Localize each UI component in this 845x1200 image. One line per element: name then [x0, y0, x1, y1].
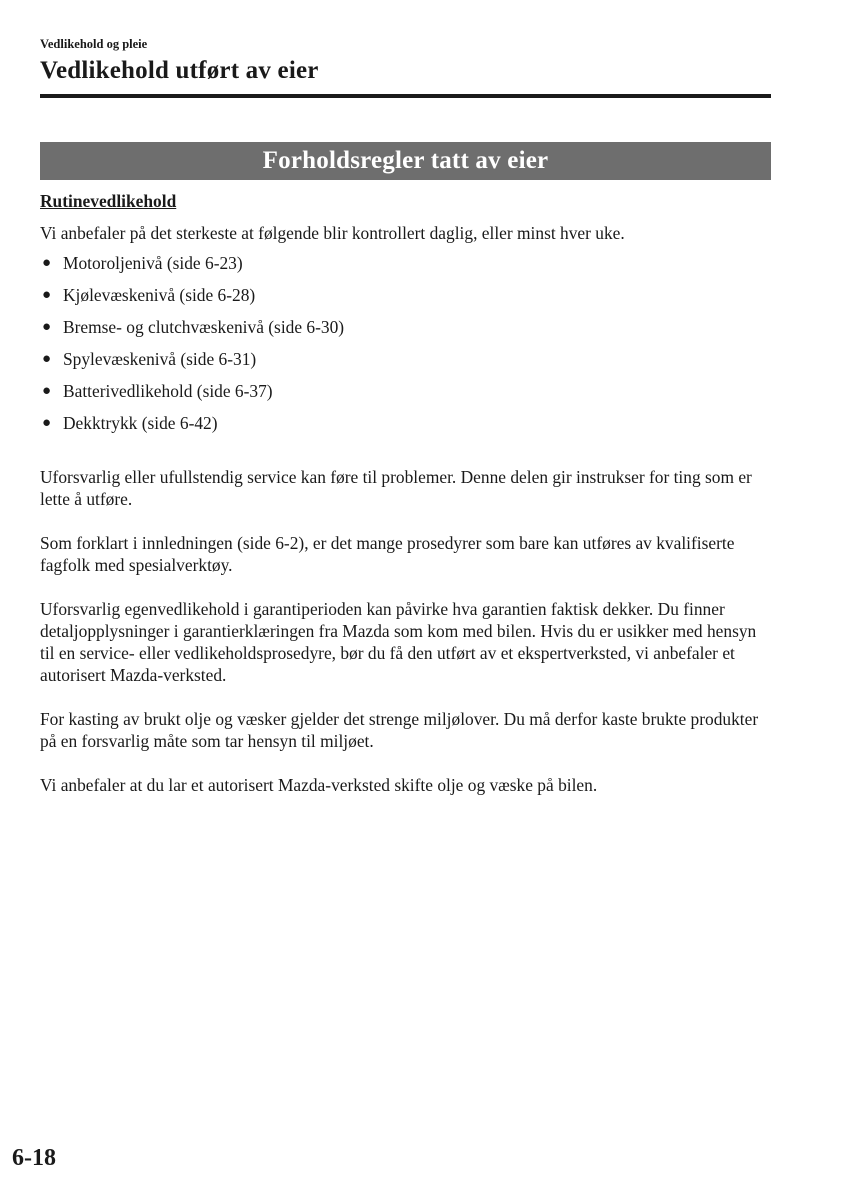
page-title: Vedlikehold utført av eier — [40, 57, 319, 84]
list-item — [40, 380, 775, 412]
list-item-text: Spylevæskenivå (side 6-31) — [63, 349, 257, 369]
bullet-icon: ● — [42, 255, 52, 271]
list-item-text: Motoroljenivå (side 6-23) — [63, 253, 243, 273]
list-item-text: Kjølevæskenivå (side 6-28) — [63, 285, 256, 305]
paragraph: Som forklart i innledningen (side 6-2), er det mange prosedyrer som bare kan utføres av kvalifiserte fagfolk med spesialverktøy. — [40, 533, 735, 575]
title-divider — [40, 94, 771, 98]
intro-paragraph: Vi anbefaler på det sterkeste at følgende blir kontrollert daglig, eller minst hver uke. — [40, 223, 625, 243]
list-item-text: Bremse- og clutchvæskenivå (side 6-30) — [63, 317, 345, 337]
bullet-icon: ● — [42, 415, 52, 431]
checklist — [40, 252, 775, 444]
bullet-icon: ● — [42, 383, 52, 399]
bullet-icon: ● — [42, 287, 52, 303]
bullet-icon: ● — [42, 351, 52, 367]
page-number: 6-18 — [12, 1145, 56, 1171]
list-item-text: Batterivedlikehold (side 6-37) — [63, 381, 273, 401]
main-content — [40, 190, 775, 818]
breadcrumb: Vedlikehold og pleie — [40, 37, 148, 51]
bullet-icon: ● — [42, 319, 52, 335]
paragraph: Uforsvarlig egenvedlikehold i garantiperioden kan påvirke hva garantien faktisk dekker. Du finner detaljopplysninger i garantierklæringen fra Mazda som kom med bilen. Hvis du er usikker med hensyn til en service- eller vedlikeholdsprosedyre, bør du få den utført av et ekspertverksted, vi anbefaler et autorisert Mazda-verksted. — [40, 599, 757, 685]
paragraph: Uforsvarlig eller ufullstendig service kan føre til problemer. Denne delen gir instrukser for ting som er lette å utføre. — [40, 467, 752, 509]
list-item — [40, 316, 775, 348]
list-item — [40, 284, 775, 316]
section-banner: Forholdsregler tatt av eier — [40, 142, 771, 180]
paragraph: Vi anbefaler at du lar et autorisert Mazda-verksted skifte olje og væske på bilen. — [40, 775, 598, 795]
paragraph: For kasting av brukt olje og væsker gjelder det strenge miljølover. Du må derfor kaste brukte produkter på en forsvarlig måte som tar hensyn til miljøet. — [40, 709, 759, 751]
subheading: Rutinevedlikehold — [40, 191, 177, 211]
list-item-text: Dekktrykk (side 6-42) — [63, 413, 218, 433]
list-item — [40, 348, 775, 380]
list-item — [40, 412, 775, 444]
list-item — [40, 252, 775, 284]
